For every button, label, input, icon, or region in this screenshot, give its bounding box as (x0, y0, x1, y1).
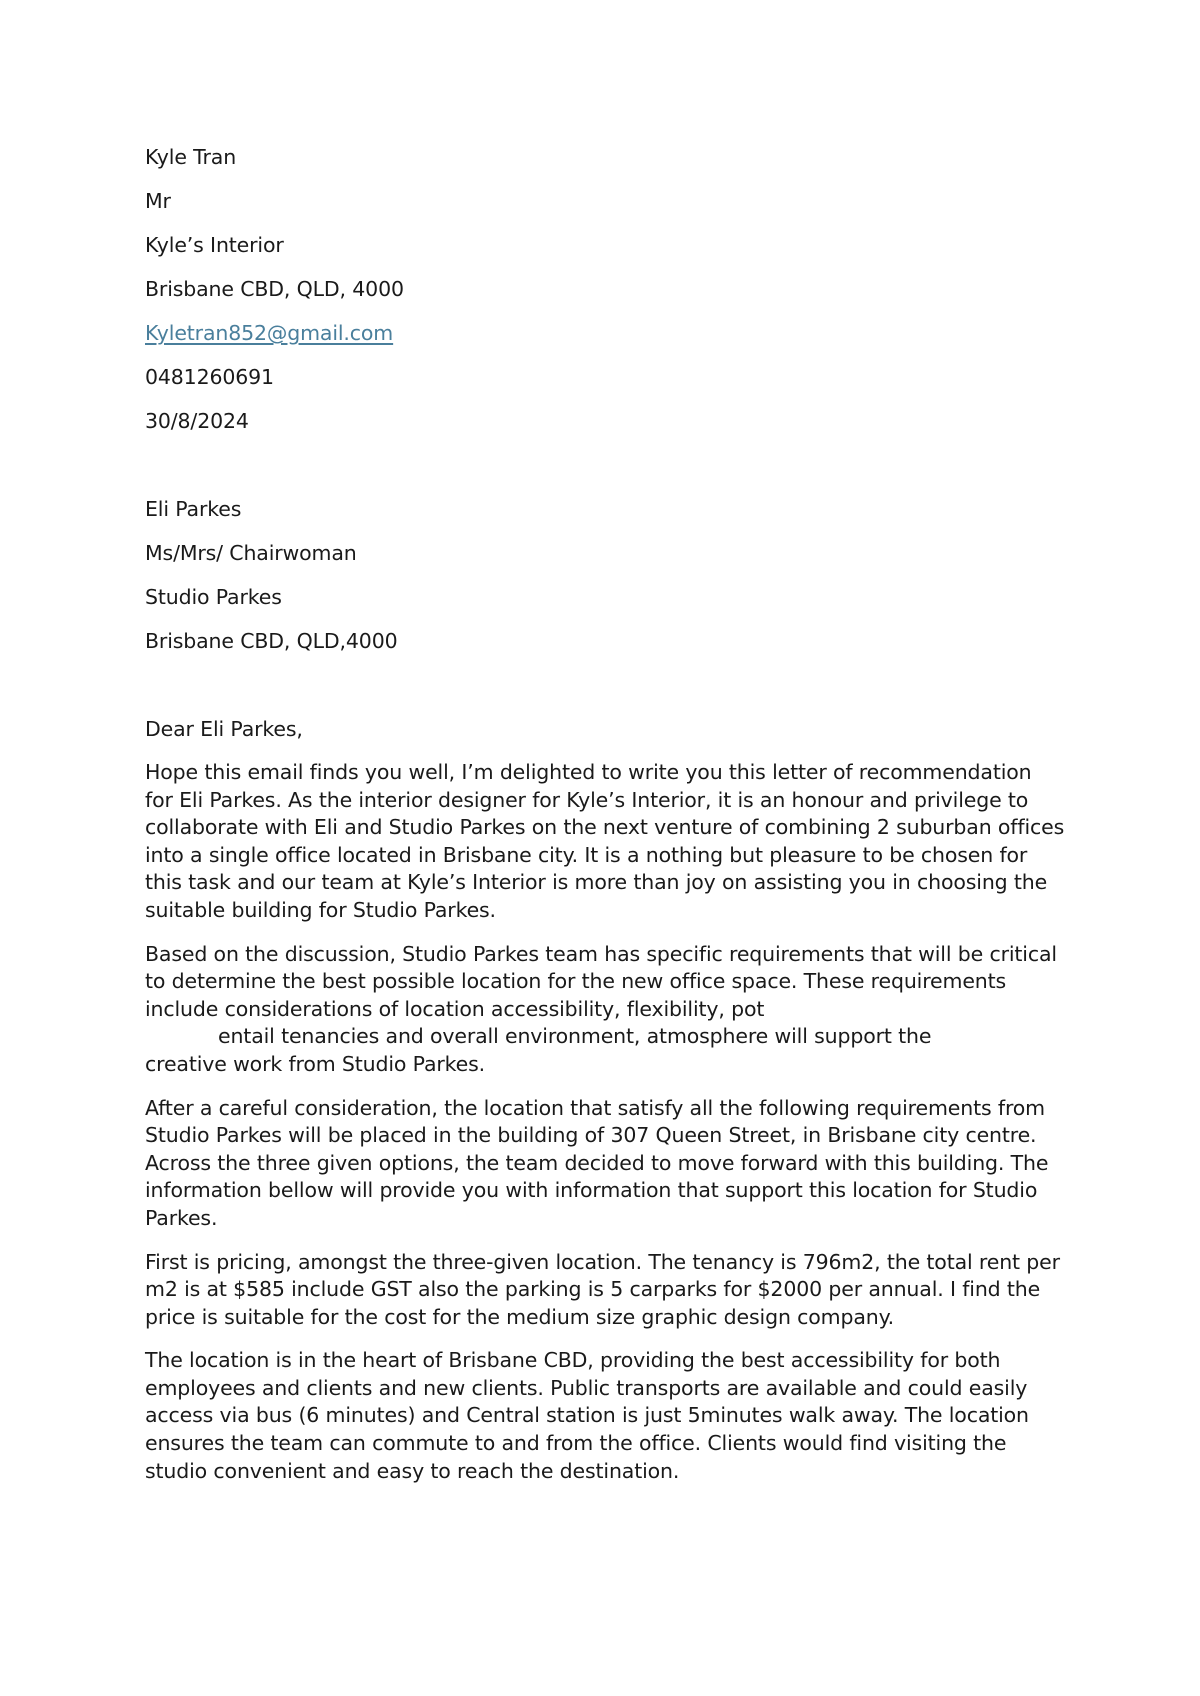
paragraph-requirements-part-1: Based on the discussion, Studio Parkes team has specific requirements that will be critical to determine the best possible location for the new office space. These requirements include considerations of location accessibility, flexibility, pot (145, 941, 1057, 1021)
paragraph-requirements (145, 941, 1065, 1079)
sender-address: Brisbane CBD, QLD, 4000 (145, 277, 404, 301)
spacer (145, 451, 1065, 495)
recipient-name: Eli Parkes (145, 497, 242, 521)
paragraph-location-choice: After a careful consideration, the location that satisfy all the following requirements from Studio Parkes will be placed in the building of 307 Queen Street, in Brisbane city centre. Across the three given options, the team decided to move forward with this building. The information bellow will provide you with information that support this location for Studio Parkes. (145, 1095, 1049, 1230)
sender-phone: 0481260691 (145, 365, 274, 389)
sender-block (145, 143, 1065, 435)
paragraph-requirements-part-3: creative work from Studio Parkes. (145, 1051, 486, 1076)
recipient-address: Brisbane CBD, QLD,4000 (145, 629, 398, 653)
sender-name: Kyle Tran (145, 145, 237, 169)
sender-company: Kyle’s Interior (145, 233, 284, 257)
letter-date: 30/8/2024 (145, 409, 249, 433)
sender-email-link[interactable]: Kyletran852@gmail.com (145, 321, 394, 345)
recipient-company: Studio Parkes (145, 585, 282, 609)
salutation: Dear Eli Parkes, (145, 717, 303, 741)
paragraph-pricing: First is pricing, amongst the three-given location. The tenancy is 796m2, the total rent per m2 is at $585 include GST also the parking is 5 carparks for $2000 per annual. I find the price is suitable for the cost for the medium size graphic design company. (145, 1249, 1060, 1329)
paragraph-requirements-part-2: entail tenancies and overall environment, atmosphere will support the (218, 1024, 932, 1049)
spacer (145, 671, 1065, 715)
paragraph-intro: Hope this email finds you well, I’m delighted to write you this letter of recommendation for Eli Parkes. As the interior designer for Kyle’s Interior, it is an honour and privilege to collaborate with Eli and Studio Parkes on the next venture of combining 2 suburban offices into a single office located in Brisbane city. It is a nothing but pleasure to be chosen for this task and our team at Kyle’s Interior is more than joy on assisting you in choosing the suitable building for Studio Parkes. (145, 760, 1065, 922)
paragraph-accessibility: The location is in the heart of Brisbane CBD, providing the best accessibility for both employees and clients and new clients. Public transports are available and could easily access via bus (6 minutes) and Central station is just 5minutes walk away. The location ensures the team can commute to and from the office. Clients would find visiting the studio convenient and easy to reach the destination. (145, 1348, 1029, 1483)
sender-title: Mr (145, 189, 171, 213)
recipient-title: Ms/Mrs/ Chairwoman (145, 541, 357, 565)
recipient-block (145, 495, 1065, 655)
sender-email-line (145, 319, 1065, 347)
letter-page (145, 143, 1065, 1501)
